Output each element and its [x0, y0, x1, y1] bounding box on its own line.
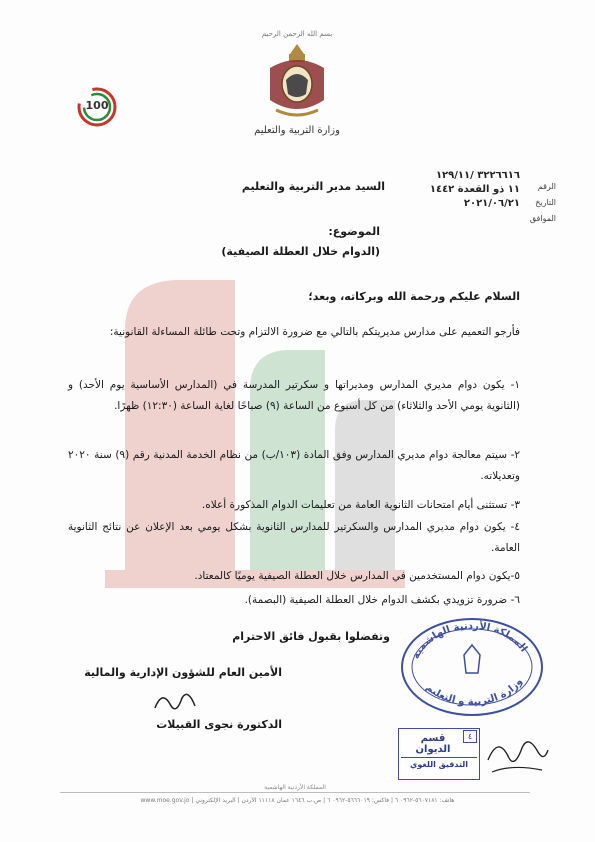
list-item-2: ٢- سيتم معالجة دوام مديري المدارس وفق المادة (١٠٣/ب) من نظام الخدمة المدنية رقم (٩) سنة ٢٠٢٠ وتعديلاته.: [68, 449, 520, 482]
svg-text:وزارة التربية و التعليم: [424, 676, 525, 707]
signatory-name: الدكتورة نجوى القبيلات: [156, 718, 282, 731]
basmala-text: بسم الله الرحمن الرحيم: [261, 30, 333, 38]
hijri-date-value: ١١ ذو القعدة ١٤٤٢: [429, 184, 520, 195]
ministry-round-stamp: [398, 615, 546, 717]
footer-org: المملكة الأردنية الهاشمية: [230, 784, 360, 791]
list-item-5: ٥-يكون دوام المستخدمين في المدارس خلال العطلة الصيفية يوميًا كالمعتاد.: [194, 570, 520, 582]
ref-value: ٣٢٢٦٦١٦ /١٢٩/١١: [435, 170, 520, 181]
list-item-6: ٦- ضرورة تزويدي بكشف الدوام خلال العطلة الصيفية (البصمة).: [244, 594, 520, 606]
stamp-box-line1: قسم الديوان: [415, 733, 451, 755]
list-item-3: ٣- تستثنى أيام امتحانات الثانوية العامة من تعليمات الدوام المذكورة أعلاه.: [201, 499, 520, 511]
closing-line: وتفضلوا بقبول فائق الاحترام: [232, 630, 390, 643]
subject-label: الموضوع:: [328, 225, 380, 238]
footer-divider: [60, 792, 530, 793]
signatory-title: الأمين العام للشؤون الإدارية والمالية: [84, 666, 282, 679]
addressee: السيد مدير التربية والتعليم: [241, 180, 385, 193]
jordan-crest-icon: [262, 40, 332, 120]
handwritten-initials-icon: [482, 730, 552, 780]
department-box-stamp: [398, 728, 480, 780]
stamp-box-number: ٤: [463, 730, 477, 743]
svg-text:المملكة الأردنية الهاشمية: [411, 619, 529, 661]
watermark-logo: [85, 270, 415, 610]
date-value: ٢٠٢١/٠٦/٢١: [463, 198, 520, 209]
stamp-box-line2: التدقيق اللغوي: [401, 757, 477, 769]
stamp-inner-text: وزارة التربية و التعليم: [423, 676, 525, 708]
intro-paragraph: فأرجو التعميم على مدارس مديريتكم بالتالي مع ضرورة الالتزام وتحت طائلة المساءلة القانونية:: [109, 326, 520, 338]
centenary-number: 100: [85, 99, 109, 112]
ref-label: الرقم: [537, 182, 556, 191]
correspond-label: الموافق: [529, 214, 556, 223]
signature-scribble-icon: [150, 688, 200, 718]
footer-contact: هاتف: ٥٦٠٧١٨١-٠٩٦٢ ٦ | فاكس: ٥٦٦٦٠١٩-٠٩٦٢ ٦ | ص.ب ١٦٤٦ عمان ١١١١٨ الأردن | البريد الإلكتروني | www.moe.gov.jo: [140, 797, 455, 804]
stamp-outer-text: المملكة الأردنية الهاشمية: [410, 620, 530, 661]
ministry-name: وزارة التربية والتعليم: [254, 125, 340, 136]
list-item-1: ١- يكون دوام مديري المدارس ومديراتها و سكرتير المدرسة في (المدارس الأساسية يوم الأحد) و (الثانوية يومي الأحد والثلاثاء) من كل أسبوع من الساعة (٩) صباحًا لغاية الساعة (١٢:٣٠) ظهرًا.: [68, 379, 520, 412]
centenary-logo: [76, 86, 118, 128]
date-label: التاريخ: [535, 198, 556, 207]
list-item-4: ٤- يكون دوام مديري المدارس والسكرتير للمدارس الثانوية بشكل يومي بعد الإعلان عن نتائج الثانوية العامة.: [68, 521, 520, 554]
subject-text: (الدوام خلال العطلة الصيفية): [221, 245, 380, 258]
salutation: السلام عليكم ورحمة الله وبركاته، وبعد؛: [308, 290, 520, 303]
